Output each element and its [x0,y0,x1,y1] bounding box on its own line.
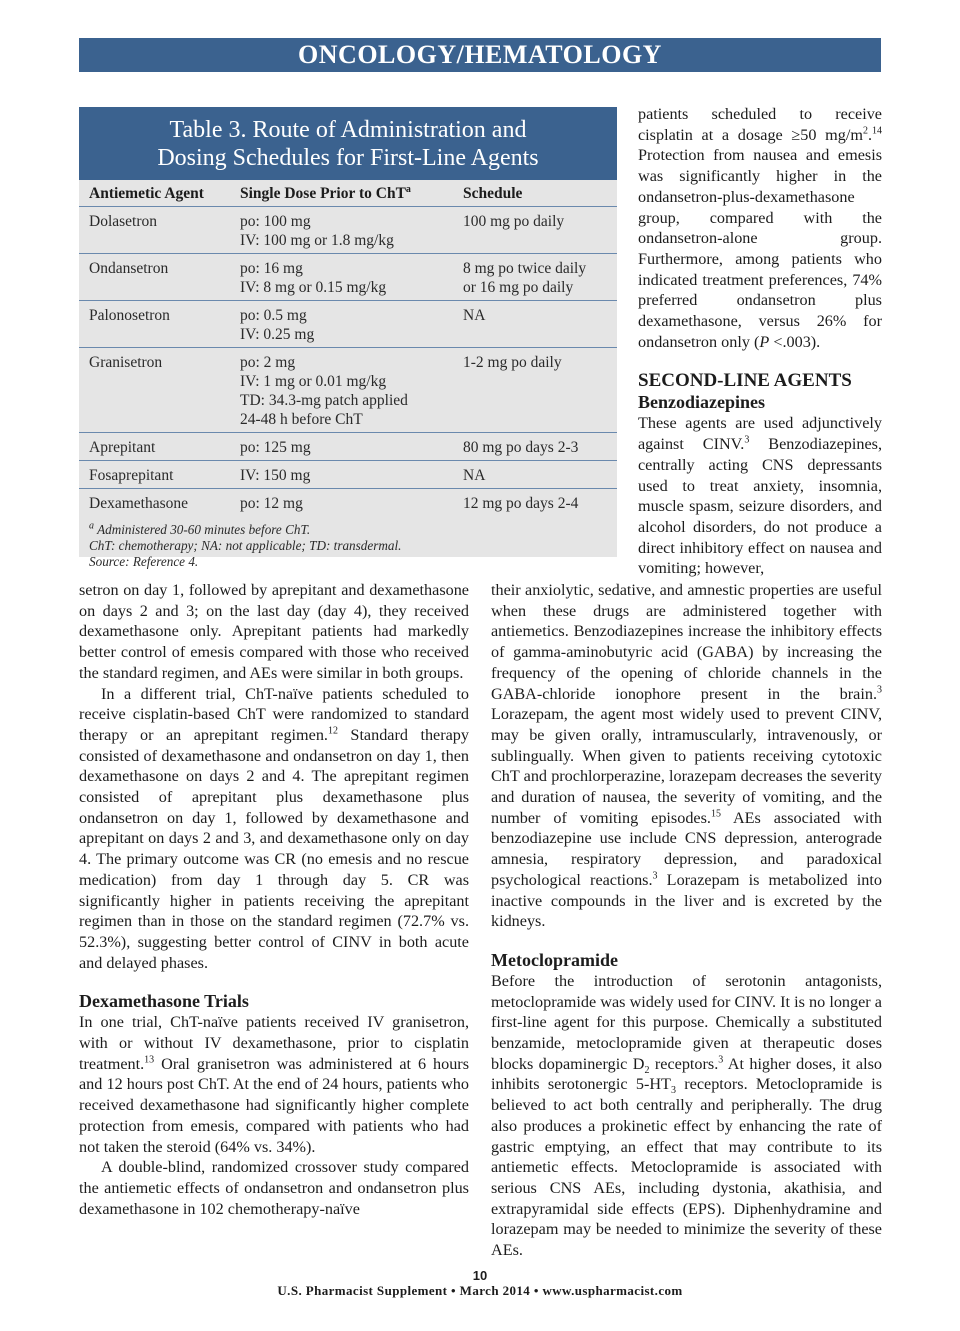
section-heading-second-line: SECOND-LINE AGENTS [638,370,852,392]
paragraph: patients scheduled to receive cisplatin at a dosage ≥50 $mg/m^2.^{14}$ Protection from nausea and emesis was significantly higher in the ondansetron-plus-dexamethasone group, compared with the ondansetron-alone group. Furthermore, among patients who indicated treatment preferences, 74% preferred ondansetron plus dexamethasone, versus 26% for ondansetron only (P <.003). [638,105,882,351]
header-dose: Single Dose Prior to ChT$^a$ [230,180,453,207]
paragraph: These agents are used adjunctively against CINV.$^3$ Benzodiazepines, centrally acting CNS depressants used to treat anxiety, insomnia, muscle spasm, seizure disorders, and alcohol disorders, do not produce a direct inhibitory effect on nausea and vomiting; however, [638,414,882,578]
paragraph: A double-blind, randomized crossover study compared the antiemetic effects of ondansetron and ondansetron plus dexamethasone in 102 chemotherapy-naïve [79,1158,469,1218]
cell-schedule [453,433,617,461]
dose-line: IV: 8 mg or 0.15 mg/kg [240,279,387,296]
table-title-line-2: Dosing Schedules for First-Line Agents [157,145,539,171]
cell-agent: Fosaprepitant [79,461,230,489]
cell-agent: Palonosetron [79,301,230,348]
dose-line: po: 125 mg [240,439,311,456]
schedule-line: 8 mg po twice daily [463,260,587,277]
header-agent: Antiemetic Agent [79,180,230,207]
paragraph: In one trial, ChT-naïve patients received IV granisetron, with or without IV dexamethasone, prior to cisplatin treatment.$^{13}$ Oral granisetron was administered at 6 hours and 12 hours post ChT. At the end of 24 hours, patients who received dexamethasone had significantly higher complete protection from emesis, compared with patients who had not taken the steroid (64% vs. 34%). [79,1013,469,1156]
table-row [79,348,617,433]
dosing-table [79,107,617,569]
cell-schedule [453,489,617,517]
right-column-bottom [491,580,882,1261]
dose-line: IV: 1 mg or 0.01 mg/kg [240,373,387,390]
dose-line: 24-48 h before ChT [240,411,363,428]
paragraph: In a different trial, ChT-naïve patients scheduled to receive cisplatin-based ChT were randomized to standard therapy or an aprepitant regimen.$^{12}$ Standard therapy consisted of dexamethasone and ondansetron on day 1, then dexamethasone on days 2 and 4. The aprepitant regimen consisted of aprepitant plus dexamethasone plus ondansetron on day 1, followed by dexamethasone and aprepitant on days 2 and 3, and dexamethasone only on day 4. The primary outcome was CR (no emesis and no rescue medication) from day 1 through day 5. CR was significantly higher in patients receiving the aprepitant regimen than in those on the standard regimen (72.7% vs. 52.3%), suggesting better control of CINV in both acute and delayed phases. [79,684,469,972]
paragraph: setron on day 1, followed by aprepitant and dexamethasone on days 2 and 3; on the last day (day 4), they received dexamethasone only. Aprepitant patients had markedly better control of emesis compared with those who received the standard regimen, and AEs were similar in both groups. [79,581,469,682]
dose-line: TD: 34.3-mg patch applied [240,392,408,409]
table-note-1: $^a$ Administered 30-60 minutes before ChT. [89,520,311,537]
cell-dose [230,348,453,433]
paragraph: Before the introduction of serotonin antagonists, metoclopramide was widely used for CINV. It is no longer a first-line agent for this purpose. Chemically a substituted benzamide, metoclopramide given at therapeutic doses blocks dopaminergic $D_2$ receptors.$^3$ At higher doses, it also inhibits serotonergic $5-HT_3$ receptors. Metoclopramide is believed to act both centrally and peripherally. The drug also produces a prokinetic effect by enhancing the rate of gastric emptying, an effect that may contribute to its antiemetic effects. Metoclopramide is associated with serious CNS AEs, including dystonia, akathisia, and extrapyramidal side effects (EPS). Diphenhydramine and lorazepam may be needed to minimize the severity of these AEs. [491,971,882,1260]
cell-schedule [453,461,617,489]
schedule-line: NA [463,467,486,484]
cell-dose [230,433,453,461]
table-title [79,107,617,180]
dose-line: IV: 100 mg or 1.8 mg/kg [240,232,394,249]
table-note-3: Source: Reference 4. [89,554,199,569]
table-row [79,254,617,301]
table-row [79,489,617,517]
table-row [79,433,617,461]
dose-line: po: 0.5 mg [240,307,307,324]
schedule-line: 100 mg po daily [463,213,565,230]
dose-line: po: 12 mg [240,495,303,512]
right-column-top [638,104,882,579]
paragraph: their anxiolytic, sedative, and amnestic properties are useful when these drugs are administered together with antiemetics. Benzodiazepines increase the inhibitory effects of gamma-aminobutyric acid (GABA) by increasing the frequency of the opening of chloride channels in the GABA-chloride ionophore present in the brain.$^3$ Lorazepam, the agent most widely used to prevent CINV, may be given orally, intramuscularly, intravenously, or sublingually. When given to patients receiving cytotoxic ChT and prochlorperazine, lorazepam decreases the severity and duration of nausea, the severity of vomiting, and the number of vomiting episodes.$^{15}$ AEs associated with benzodiazepine use include CNS depression, anterograde amnesia, respiratory depression, and paradoxical psychological reactions.$^3$ Lorazepam is metabolized into inactive compounds in the liver and is excreted by the kidneys. [491,581,882,931]
heading-metoclopramide: Metoclopramide [491,949,618,970]
table-row [79,207,617,254]
schedule-line: 1-2 mg po daily [463,354,562,371]
dose-line: po: 2 mg [240,354,296,371]
left-column [79,580,469,1219]
table-body [79,207,617,517]
dosing-grid [79,180,617,516]
dose-line: IV: 0.25 mg [240,326,315,343]
cell-agent: Ondansetron [79,254,230,301]
cell-dose [230,254,453,301]
table-header-row [79,180,617,207]
table-title-line-1: Table 3. Route of Administration and [169,117,527,143]
table-notes [79,516,617,570]
publication-footer: U.S. Pharmacist Supplement • March 2014 • www.uspharmacist.com [277,1283,683,1298]
table-note-2: ChT: chemotherapy; NA: not applicable; TD: transdermal. [89,538,402,553]
dose-line: po: 100 mg [240,213,311,230]
cell-schedule [453,207,617,254]
cell-agent: Dolasetron [79,207,230,254]
dose-line: po: 16 mg [240,260,303,277]
schedule-line: 80 mg po days 2-3 [463,439,579,456]
cell-dose [230,301,453,348]
cell-schedule [453,254,617,301]
page-number: 10 [472,1268,488,1283]
schedule-line: NA [463,307,486,324]
section-banner: ONCOLOGY/HEMATOLOGY [79,38,881,72]
cell-agent: Dexamethasone [89,495,188,512]
cell-agent: Aprepitant [79,433,230,461]
header-schedule: Schedule [453,180,617,207]
cell-schedule [453,301,617,348]
subheading-benzodiazepines: Benzodiazepines [638,392,766,413]
cell-dose [230,207,453,254]
dose-line: IV: 150 mg [240,467,311,484]
heading-dexamethasone-trials: Dexamethasone Trials [79,991,249,1012]
schedule-line: or 16 mg po daily [463,279,574,296]
cell-agent: Granisetron [79,348,230,433]
schedule-line: 12 mg po days 2-4 [463,495,579,512]
cell-dose [230,461,453,489]
cell-dose [230,489,453,517]
table-row [79,301,617,348]
cell-schedule [453,348,617,433]
table-row [79,461,617,489]
